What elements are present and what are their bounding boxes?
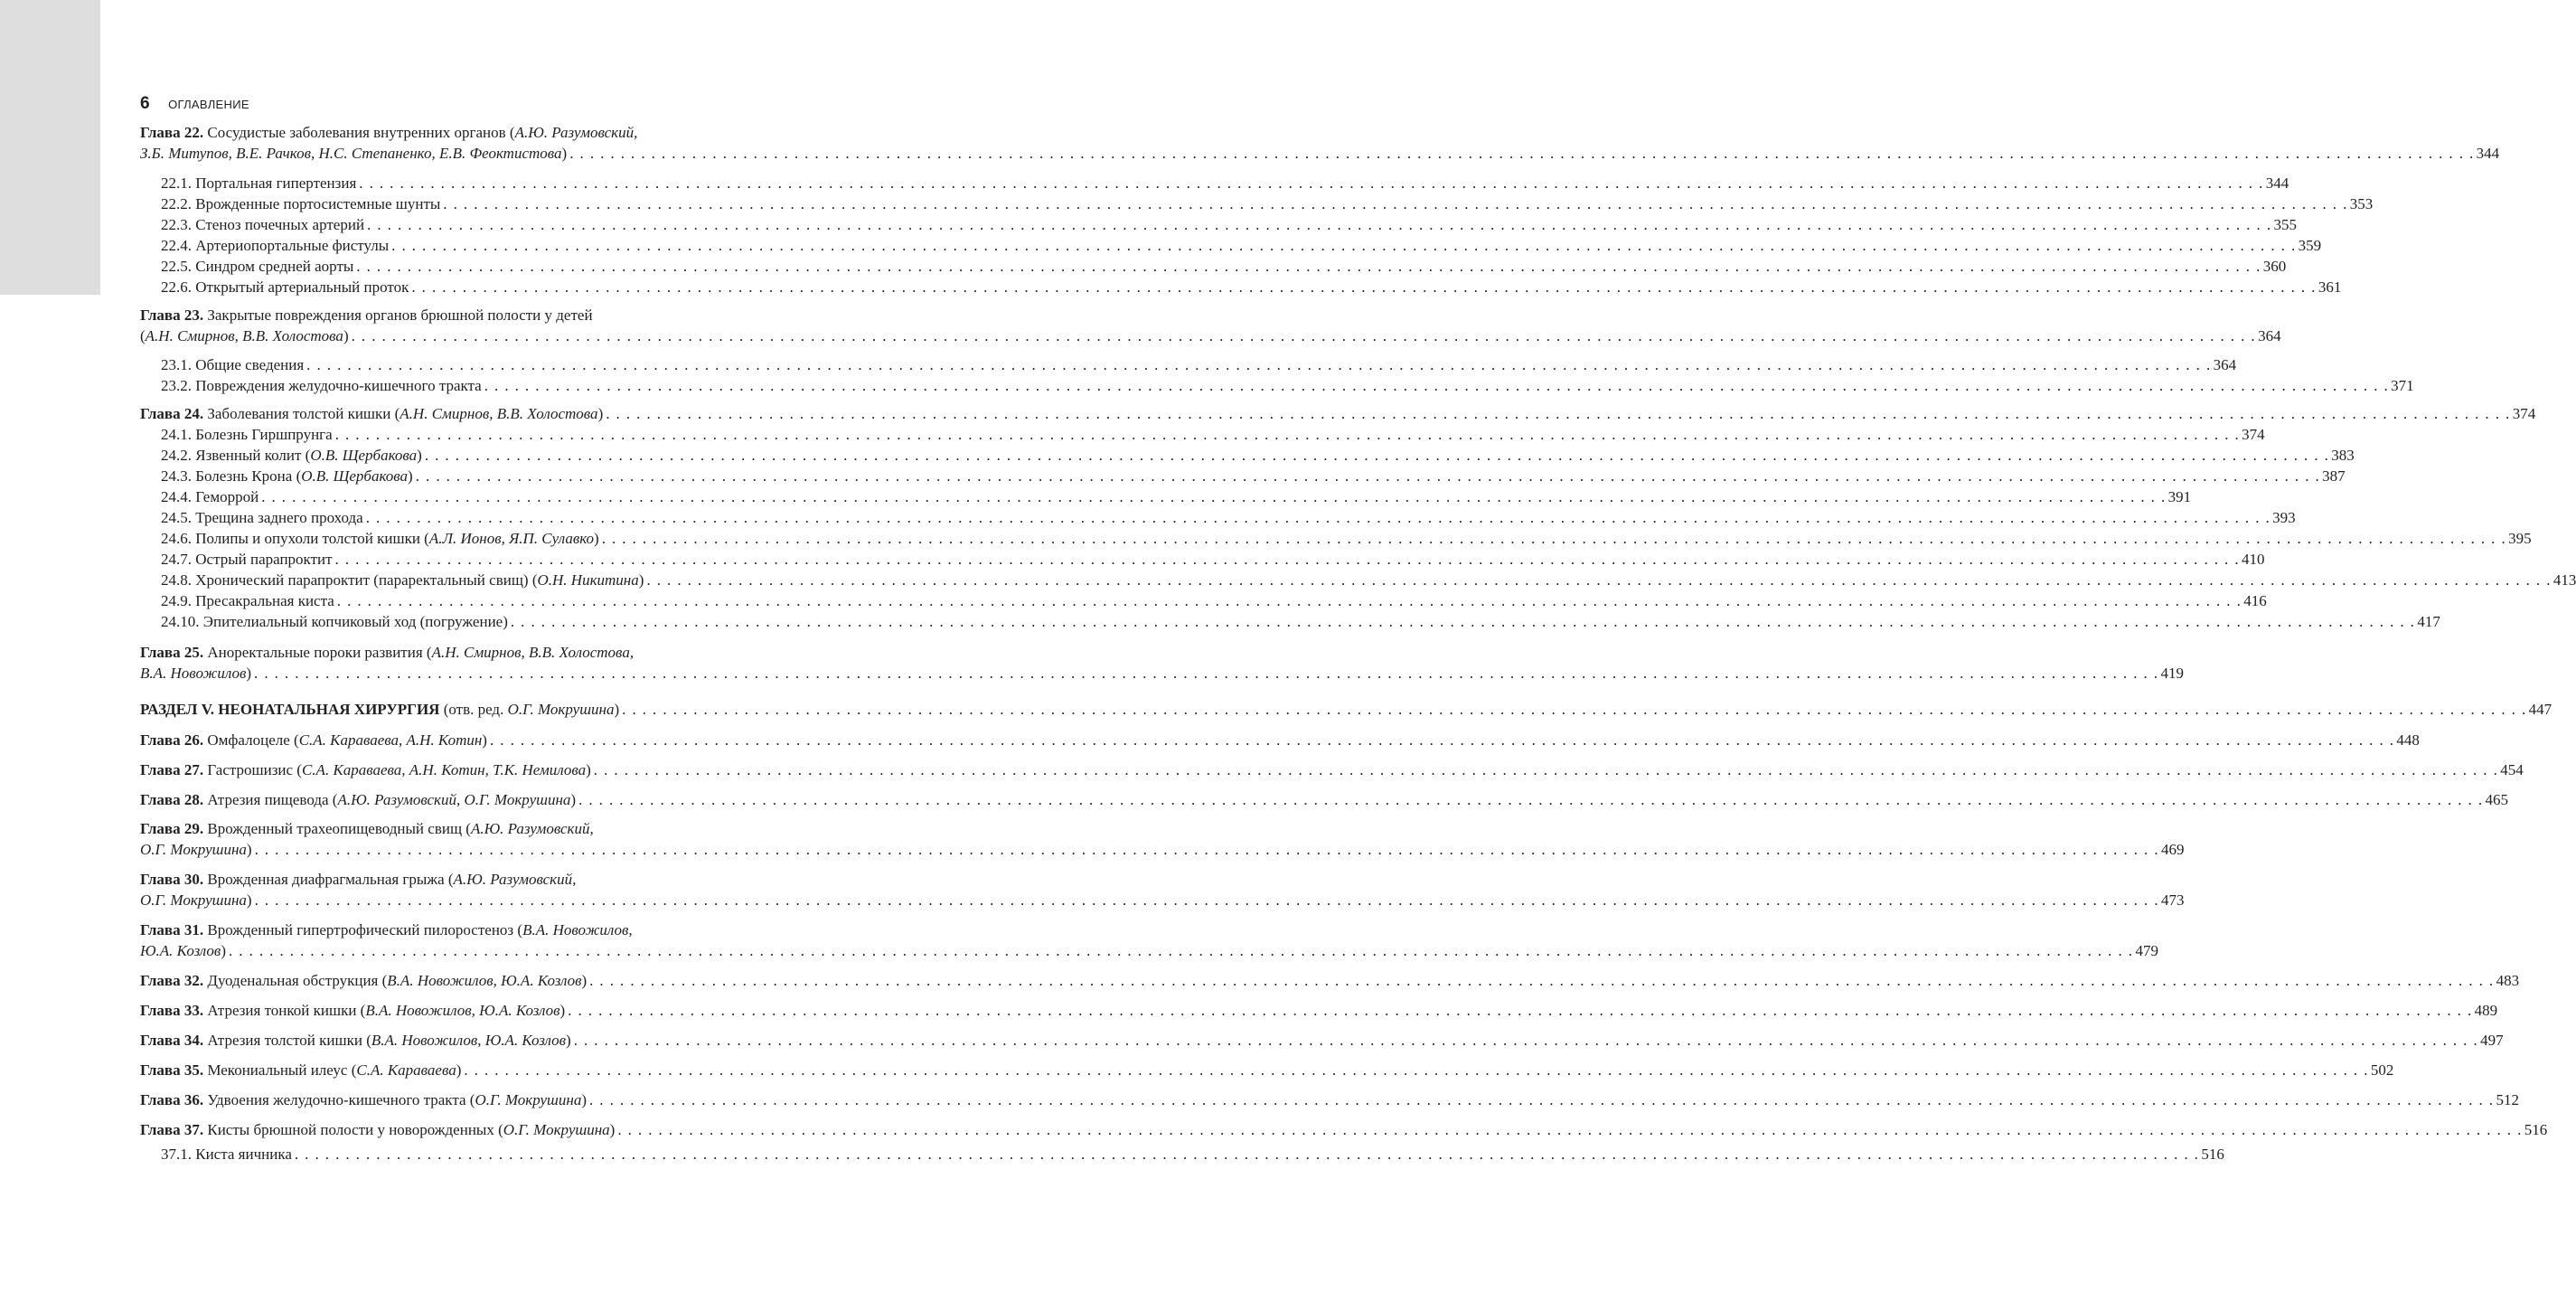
toc-entry (161, 376, 2414, 396)
toc-entry-text (161, 467, 413, 486)
toc-page-number: 497 (2480, 1032, 2504, 1049)
toc-title: Сосудистые заболевания внутренних органов ( (203, 124, 515, 141)
toc-title: 23.2. Повреждения желудочно-кишечного тракта (161, 377, 482, 394)
toc-entry-text (161, 174, 356, 193)
toc-paren: ) (408, 467, 413, 485)
toc-title: Атрезия пищевода ( (203, 791, 338, 808)
toc-entry (161, 257, 2287, 277)
dot-leader (578, 790, 2483, 810)
toc-entry-text (140, 731, 487, 750)
dot-leader (295, 1145, 2199, 1165)
toc-page-number: 344 (2265, 174, 2289, 192)
dot-leader (352, 326, 2256, 346)
toc-paren: ) (638, 571, 644, 589)
toc-authors: В.А. Новожилов, Ю.А. Козлов (387, 972, 582, 989)
toc-paren: ) (417, 447, 422, 464)
dot-leader (484, 376, 2389, 396)
toc-title: ( (140, 327, 146, 344)
toc-title: Мекониальный илеус ( (203, 1061, 357, 1079)
dot-leader (416, 467, 2320, 486)
dot-leader (443, 194, 2347, 214)
toc-title: 22.3. Стеноз почечных артерий (161, 216, 365, 233)
toc-entry (161, 591, 2267, 611)
toc-authors: А.Ю. Разумовский, (453, 871, 577, 888)
toc-paren: ) (597, 405, 604, 422)
toc-paren: ) (586, 761, 591, 778)
toc-entry-text (140, 941, 226, 961)
toc-entry-continued (140, 643, 783, 663)
page-number: 6 (140, 94, 151, 113)
toc-entry-text (161, 571, 644, 590)
dot-leader (335, 425, 2240, 445)
dot-leader (574, 1031, 2478, 1051)
dot-leader (411, 278, 2316, 297)
toc-entry-text (161, 529, 599, 549)
toc-authors: О.Г. Мокрушина (140, 841, 247, 858)
toc-authors: А.Н. Смирнов, В.В. Холостова, (431, 644, 635, 661)
dot-leader (511, 612, 2415, 632)
toc-entry-continued (140, 920, 783, 940)
toc-paren: ) (456, 1061, 462, 1079)
toc-entry (140, 1090, 2519, 1110)
toc-title: 23.1. Общие сведения (161, 356, 305, 373)
toc-title: 24.6. Полипы и опухоли толстой кишки ( (161, 530, 429, 547)
toc-page-number: 454 (2500, 761, 2524, 778)
toc-authors: О.Н. Никитина (537, 571, 639, 589)
dot-leader (306, 355, 2211, 375)
dot-leader (464, 1061, 2368, 1080)
toc-entry (161, 425, 2265, 445)
dot-leader (646, 571, 2551, 590)
toc-entry (140, 840, 2185, 860)
toc-page-number: 374 (2242, 426, 2265, 443)
dot-leader (617, 1120, 2522, 1140)
toc-entry-text (161, 446, 422, 466)
toc-entry-text (161, 376, 482, 396)
toc-entry (161, 529, 2532, 549)
toc-entry (140, 1001, 2498, 1021)
toc-title: Врожденная диафрагмальная грыжа ( (203, 871, 454, 888)
toc-page-number: 483 (2496, 972, 2520, 989)
toc-entry-text (161, 355, 304, 375)
dot-leader (254, 664, 2158, 684)
toc-entry-text (140, 1001, 565, 1021)
toc-paren: ) (561, 145, 568, 162)
toc-authors: С.А. Караваева, А.Н. Котин (298, 731, 483, 749)
toc-title: 24.9. Пресакральная киста (161, 592, 334, 609)
toc-entry-text (140, 643, 634, 663)
toc-entry-text (140, 870, 576, 890)
toc-label: Глава 31. (140, 921, 204, 938)
toc-title: Удвоения желудочно-кишечного тракта ( (203, 1091, 475, 1108)
toc-title: Атрезия тонкой кишки ( (203, 1002, 366, 1019)
dot-leader (589, 971, 2494, 991)
toc-title: 22.1. Портальная гипертензия (161, 174, 357, 192)
dot-leader (356, 257, 2261, 277)
toc-page-number: 516 (2201, 1146, 2224, 1163)
toc-entry (140, 971, 2520, 991)
dot-leader (606, 404, 2510, 424)
dot-leader (261, 487, 2166, 507)
toc-entry-text (161, 1145, 292, 1165)
toc-entry-continued (140, 306, 783, 325)
toc-page-number: 473 (2161, 891, 2185, 909)
toc-page-number: 393 (2272, 509, 2296, 526)
toc-entry-text (140, 123, 637, 143)
toc-entry (140, 891, 2185, 910)
toc-entry-text (161, 508, 363, 528)
toc-title: Омфалоцеле ( (203, 731, 299, 749)
toc-entry (140, 731, 2420, 750)
toc-title: 22.4. Артериопортальные фистулы (161, 237, 390, 254)
dot-leader (602, 529, 2506, 549)
toc-authors: О.В. Щербакова (310, 447, 418, 464)
toc-authors: В.А. Новожилов, (522, 921, 633, 938)
toc-label: Глава 32. (140, 972, 204, 989)
toc-label: Глава 35. (140, 1061, 204, 1079)
toc-title: Атрезия толстой кишки ( (203, 1032, 371, 1049)
toc-authors: С.А. Караваева, А.Н. Котин, Т.К. Немилова (301, 761, 587, 778)
toc-title: 22.5. Синдром средней аорты (161, 258, 354, 275)
toc-entry-text (161, 425, 333, 445)
toc-page-number: 364 (2213, 356, 2237, 373)
toc-page-number: 512 (2496, 1091, 2519, 1108)
toc-title: 22.6. Открытый артериальный проток (161, 278, 409, 296)
toc-label: Глава 34. (140, 1032, 204, 1049)
toc-authors: А.Н. Смирнов, В.В. Холостова (145, 327, 343, 344)
toc-entry (140, 326, 2281, 346)
toc-entry (140, 941, 2158, 961)
toc-title: 24.4. Геморрой (161, 488, 259, 505)
toc-paren: ) (609, 1121, 616, 1138)
toc-page-number: 469 (2161, 841, 2185, 858)
toc-title: 24.3. Болезнь Крона ( (161, 467, 302, 485)
toc-authors: А.Л. Ионов, Я.П. Сулавко (428, 530, 595, 547)
toc-page-number: 416 (2243, 592, 2267, 609)
toc-entry-text (161, 236, 389, 256)
toc-entry-continued (140, 123, 783, 143)
toc-entry (161, 1145, 2224, 1165)
dot-leader (622, 700, 2526, 720)
toc-title: Заболевания толстой кишки ( (203, 405, 400, 422)
toc-entry-text (140, 819, 594, 839)
toc-page-number: 479 (2135, 942, 2158, 959)
toc-entry (161, 446, 2355, 466)
dot-leader (337, 591, 2242, 611)
toc-page-number: 516 (2524, 1121, 2548, 1138)
toc-entry (161, 174, 2289, 193)
toc-page-number: 383 (2331, 447, 2355, 464)
toc-title: 37.1. Киста яичника (161, 1146, 292, 1163)
toc-entry (140, 760, 2524, 780)
toc-page-number: 355 (2273, 216, 2297, 233)
toc-entry (161, 467, 2346, 486)
toc-entry (161, 487, 2192, 507)
toc-page-number: 359 (2298, 237, 2322, 254)
toc-page-number: 419 (2160, 665, 2184, 682)
dot-leader (359, 174, 2263, 193)
toc-authors: А.Ю. Разумовский, (514, 124, 638, 141)
toc-label: Глава 29. (140, 820, 204, 837)
toc-title: 24.1. Болезнь Гиршпрунга (161, 426, 333, 443)
toc-authors: В.А. Новожилов, Ю.А. Козлов (365, 1002, 560, 1019)
dot-leader (490, 731, 2394, 750)
toc-page-number: 413 (2552, 571, 2576, 589)
dot-leader (367, 215, 2271, 235)
toc-entry-text (140, 144, 567, 164)
toc-entry-text (161, 550, 333, 570)
toc-authors: О.Г. Мокрушина (475, 1091, 582, 1108)
toc-entry-text (140, 971, 587, 991)
toc-entry-text (140, 664, 251, 684)
toc-paren: ) (594, 530, 599, 547)
toc-page-number: 391 (2167, 488, 2192, 505)
toc-entry-text (140, 1090, 587, 1110)
toc-title: Врожденный гипертрофический пилоростеноз ( (203, 921, 523, 938)
toc-paren: ) (581, 1091, 587, 1108)
toc-page-number: 374 (2512, 405, 2536, 422)
toc-entry-text (140, 790, 576, 810)
toc-entry (161, 355, 2237, 375)
toc-entry-text (161, 215, 364, 235)
toc-entry-text (161, 612, 508, 632)
dot-leader (255, 891, 2159, 910)
toc-title: 24.5. Трещина заднего прохода (161, 509, 363, 526)
dot-leader (255, 840, 2159, 860)
toc-entry (140, 1031, 2504, 1051)
toc-entry (140, 404, 2536, 424)
toc-title: (отв. ред. (439, 701, 508, 718)
toc-entry (161, 508, 2296, 528)
toc-entry-continued (140, 819, 783, 839)
toc-entry-text (140, 760, 591, 780)
toc-label: Глава 30. (140, 871, 204, 888)
toc-entry-text (140, 306, 593, 325)
toc-label: Глава 27. (140, 761, 204, 778)
toc-page-number: 465 (2485, 791, 2509, 808)
toc-paren: ) (246, 891, 252, 909)
dot-leader (569, 144, 2474, 164)
dot-leader (335, 550, 2240, 570)
toc-entry (140, 1061, 2394, 1080)
toc-page-number: 360 (2262, 258, 2287, 275)
dot-leader (594, 760, 2498, 780)
toc-title: 24.8. Хронический парапроктит (параректальный свищ) ( (161, 571, 538, 589)
toc-entry-text (161, 591, 334, 611)
running-title: ОГЛАВЛЕНИЕ (168, 98, 249, 111)
toc-paren: ) (482, 731, 487, 749)
toc-label: Глава 26. (140, 731, 204, 749)
toc-authors: О.Г. Мокрушина (140, 891, 247, 909)
toc-entry-text (161, 257, 353, 277)
toc-title: Гастрошизис ( (203, 761, 302, 778)
toc-label: Глава 28. (140, 791, 204, 808)
dot-leader (589, 1090, 2494, 1110)
toc-label: Глава 24. (140, 405, 204, 422)
toc-entry (140, 664, 2184, 684)
toc-entry-text (140, 920, 633, 940)
toc-label: Глава 23. (140, 306, 204, 324)
toc-authors: В.А. Новожилов, Ю.А. Козлов (371, 1032, 567, 1049)
toc-label: Глава 37. (140, 1121, 204, 1138)
toc-entry (140, 700, 2552, 720)
toc-entry (161, 278, 2342, 297)
dot-leader (425, 446, 2329, 466)
toc-title: Дуоденальная обструкция ( (203, 972, 388, 989)
toc-entry-text (140, 326, 349, 346)
toc-entry-text (140, 1061, 461, 1080)
toc-title: 24.2. Язвенный колит ( (161, 447, 311, 464)
toc-page-number: 448 (2396, 731, 2420, 749)
toc-page-number: 447 (2528, 701, 2552, 718)
toc-page-number: 353 (2349, 195, 2374, 212)
toc-entry (161, 236, 2322, 256)
toc-authors: З.Б. Митупов, В.Е. Рачков, Н.С. Степаненко, Е.В. Феоктистова (140, 145, 562, 162)
toc-page-number: 410 (2242, 551, 2265, 568)
toc-label: РАЗДЕЛ V. НЕОНАТАЛЬНАЯ ХИРУРГИЯ (140, 701, 440, 718)
toc-authors: О.Г. Мокрушина (503, 1121, 610, 1138)
toc-entry-text (140, 840, 252, 860)
toc-authors: С.А. Караваева (356, 1061, 456, 1079)
toc-entry (161, 215, 2297, 235)
toc-entry-text (140, 891, 252, 910)
toc-title: Закрытые повреждения органов брюшной полости у детей (203, 306, 593, 324)
toc-entry-continued (140, 870, 783, 890)
toc-page-number: 395 (2508, 530, 2532, 547)
toc-entry-text (140, 1120, 615, 1140)
toc-entry-text (161, 487, 259, 507)
toc-entry-text (161, 194, 440, 214)
toc-authors: Ю.А. Козлов (140, 942, 221, 959)
toc-label: Глава 25. (140, 644, 204, 661)
toc-entry (140, 144, 2500, 164)
toc-paren: ) (343, 327, 349, 344)
toc-entry (140, 1120, 2548, 1140)
toc-page-number: 371 (2391, 377, 2414, 394)
toc-page-number: 361 (2317, 278, 2342, 296)
toc-entry (161, 612, 2440, 632)
toc-page-number: 364 (2258, 327, 2281, 344)
toc-entry-text (140, 404, 603, 424)
toc-entry-text (140, 700, 619, 720)
toc-entry-text (140, 1031, 571, 1051)
toc-entry-text (161, 278, 409, 297)
toc-paren: ) (614, 701, 620, 718)
toc-paren: ) (246, 665, 252, 682)
toc-label: Глава 33. (140, 1002, 204, 1019)
toc-title: 24.7. Острый парапроктит (161, 551, 333, 568)
dot-leader (366, 508, 2270, 528)
toc-paren: ) (221, 942, 226, 959)
toc-authors: А.Ю. Разумовский, (470, 820, 594, 837)
toc-paren: ) (246, 841, 252, 858)
toc-entry (161, 571, 2576, 590)
dot-leader (229, 941, 2133, 961)
toc-title: Врожденный трахеопищеводный свищ ( (203, 820, 471, 837)
toc-page-number: 344 (2476, 145, 2500, 162)
toc-authors: В.А. Новожилов (140, 665, 247, 682)
toc-authors: О.В. Щербакова (301, 467, 409, 485)
toc-authors: А.Н. Смирнов, В.В. Холостова (400, 405, 598, 422)
toc-page-number: 502 (2370, 1061, 2394, 1079)
toc-authors: А.Ю. Разумовский, О.Г. Мокрушина (337, 791, 571, 808)
toc-paren: ) (581, 972, 588, 989)
toc-title: 22.2. Врожденные портосистемные шунты (161, 195, 441, 212)
dot-leader (391, 236, 2296, 256)
dot-leader (568, 1001, 2472, 1021)
toc-label: Глава 22. (140, 124, 204, 141)
toc-entry (161, 194, 2374, 214)
toc-title: 24.10. Эпителиальный копчиковый ход (погружение) (161, 613, 508, 630)
toc-paren: ) (566, 1032, 571, 1049)
toc-entry (161, 550, 2265, 570)
toc-title: Аноректальные пороки развития ( (203, 644, 432, 661)
toc-authors: О.Г. Мокрушина (507, 701, 615, 718)
toc-page-number: 387 (2322, 467, 2346, 485)
toc-paren: ) (559, 1002, 566, 1019)
toc-paren: ) (570, 791, 577, 808)
toc-page-number: 417 (2417, 613, 2440, 630)
toc-label: Глава 36. (140, 1091, 204, 1108)
toc-entry (140, 790, 2509, 810)
toc-page-number: 489 (2474, 1002, 2498, 1019)
toc-title: Кисты брюшной полости у новорожденных ( (203, 1121, 503, 1138)
